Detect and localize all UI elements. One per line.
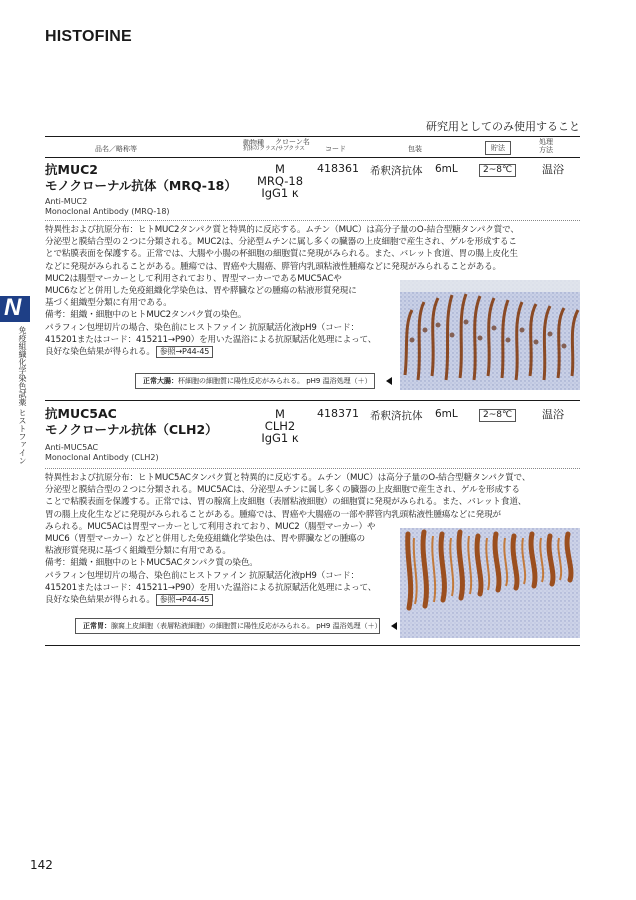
image-caption <box>75 618 380 634</box>
brand-title: HISTOFINE <box>45 28 132 45</box>
caption-text: 杯細胞の細胞質に陽性反応がみられる。 pH9 温浴処理（＋） <box>178 377 372 385</box>
product-subname-line1: Anti-MUC2 <box>45 197 88 206</box>
table-header <box>45 136 580 158</box>
section-label: 免疫組織化学染色試薬 ヒストファイン <box>18 326 27 465</box>
section-tab <box>0 296 30 322</box>
tissue-image-stomach <box>400 528 580 638</box>
product-entry-muc5ac <box>45 402 580 647</box>
description-line: 415201またはコード：415211→P90）を用いた温浴による抗原賦活化処理によって、 <box>45 334 377 345</box>
description-line: 備考：組織・細胞中のヒトMUC5ACタンパク質の染色。 <box>45 558 258 569</box>
description-line: 基づく組織型分類に有用である。 <box>45 298 172 309</box>
entry-divider <box>45 220 580 221</box>
header-animal-class: 抗体のクラス/サブクラス <box>243 146 305 153</box>
product-subname-line2: Monoclonal Antibody (CLH2) <box>45 453 159 462</box>
description-line: パラフィン包埋切片の場合、染色前にヒストファイン 抗原賦活化液pH9（コード： <box>45 570 359 581</box>
image-caption <box>135 373 375 389</box>
product-method: 温浴 <box>542 408 564 421</box>
product-isotype: IgG1 κ <box>261 186 299 200</box>
entry-divider <box>45 468 580 469</box>
product-storage: 2~8℃ <box>479 409 516 422</box>
product-clone: CLH2 <box>264 419 296 433</box>
description-line: 分泌型と膜結合型の２つに分類される。MUC5ACは、分泌型ムチンに属し多くの臓器の上皮細胞で産生され、ゲルを形成する <box>45 485 520 496</box>
product-name-line2: モノクローナル抗体（MRQ-18） <box>45 178 237 193</box>
product-subname-line1: Anti-MUC5AC <box>45 443 99 452</box>
description-line: 粘液形質発現に基づく組織型分類に有用である。 <box>45 546 231 557</box>
header-method-line2: 方法 <box>539 145 553 154</box>
product-storage: 2~8℃ <box>479 164 516 177</box>
description-line: とで粘膜表面を保護する。正常では、大腸や小腸の杯細胞の細胞質に発現がみられる。また、バレット食道、胃の腸上皮化生 <box>45 249 518 260</box>
header-method-line1: 処理 <box>539 138 553 146</box>
product-name-line1: 抗MUC5AC <box>45 406 117 421</box>
product-clone: MRQ-18 <box>256 174 304 188</box>
reference-link[interactable]: 参照→P44-45 <box>156 346 213 358</box>
header-clone: クローン名 <box>275 138 310 146</box>
product-animal: M <box>275 162 285 176</box>
description-line: 特異性および抗原分布：ヒトMUC2タンパク質と特異的に反応する。ムチン（MUC）は高分子量のO-結合型糖タンパク質で、 <box>45 225 519 235</box>
entry-rule <box>45 645 580 646</box>
caption-pointer-icon <box>391 622 397 630</box>
product-entry-muc2 <box>45 160 580 400</box>
product-name-line2: モノクローナル抗体（CLH2） <box>45 422 218 437</box>
caption-pointer-icon <box>386 377 392 385</box>
description-line: みられる。MUC5ACは胃型マーカーとして利用されており、MUC2（腸型マーカー）や <box>45 521 376 532</box>
product-volume: 6mL <box>435 163 458 175</box>
research-use-note: 研究用としてのみ使用すること <box>426 120 580 133</box>
nichirei-logo-icon: N <box>4 294 22 321</box>
page-number: 142 <box>30 858 53 872</box>
description-line: 415201またはコード：415211→P90）を用いた温浴による抗原賦活化処理によって、 <box>45 582 377 593</box>
caption-title: 正常大腸： <box>143 377 178 385</box>
description-line: 良好な染色結果が得られる。 参照→P44-45 <box>45 346 519 358</box>
description-line: などに発現がみられることがある。腫瘍では、胃癌や大腸癌、膵管内乳頭粘液性腫瘍などに発現がみられることがある。 <box>45 261 501 272</box>
product-animal: M <box>275 407 285 421</box>
product-volume: 6mL <box>435 408 458 420</box>
description-line: 特異性および抗原分布：ヒトMUC5ACタンパク質と特異的に反応する。ムチン（MUC）は高分子量のO-結合型糖タンパク質で、 <box>45 473 531 483</box>
description-line: 分泌型と膜結合型の２つに分類される。MUC2は、分泌型ムチンに属し多くの臓器の上皮細胞で産生され、ゲルを形成するこ <box>45 237 517 248</box>
header-name: 品名／略称等 <box>95 145 137 153</box>
description-line: MUC2は腸型マーカーとして利用されており、胃型マーカーであるMUC5ACや <box>45 273 342 284</box>
header-storage: 貯法 <box>485 141 511 155</box>
header-method <box>539 139 553 154</box>
description-line: パラフィン包埋切片の場合、染色前にヒストファイン 抗原賦活化液pH9（コード： <box>45 322 359 333</box>
header-code: コード <box>325 145 346 153</box>
description-line: MUC6（胃型マーカー）などと併用した免疫組織化学染色は、胃や膵臓などの腫瘍の <box>45 534 365 545</box>
product-subname-line2: Monoclonal Antibody (MRQ-18) <box>45 207 170 216</box>
product-dilution: 希釈済抗体 <box>370 165 423 177</box>
product-isotype: IgG1 κ <box>261 431 299 445</box>
product-name-line1: 抗MUC2 <box>45 162 98 177</box>
product-code: 418361 <box>317 162 359 175</box>
description-line: 良好な染色結果が得られる。 参照→P44-45 <box>45 594 530 606</box>
description-line: MUC6などと併用した免疫組織化学染色は、胃や膵臓などの腫瘍の粘液形質発現に <box>45 286 357 297</box>
product-dilution: 希釈済抗体 <box>370 410 423 422</box>
header-animal-label: 動物種 <box>243 139 264 147</box>
product-code: 418371 <box>317 407 359 420</box>
caption-title: 正常胃： <box>83 622 111 630</box>
description-line: 備考：組織・細胞中のヒトMUC2タンパク質の染色。 <box>45 310 247 321</box>
entry-rule <box>45 400 580 401</box>
description-line: 胃の腸上皮化生などに発現がみられることがある。腫瘍では、胃癌や大腸癌の一部や膵管内乳頭粘液性腫瘍などに発現が <box>45 509 501 520</box>
caption-text: 腺窩上皮細胞（表層粘液細胞）の細胞質に陽性反応がみられる。 pH9 温浴処理（＋） <box>111 622 382 630</box>
product-method: 温浴 <box>542 163 564 176</box>
description-line: ことで粘膜表面を保護する。正常では、胃の腺窩上皮細胞（表層粘液細胞）の細胞質に発現がみられる。また、バレット食道、 <box>45 497 527 508</box>
tissue-image-colon <box>400 280 580 390</box>
header-package: 包装 <box>408 145 422 153</box>
reference-link[interactable]: 参照→P44-45 <box>156 594 213 606</box>
